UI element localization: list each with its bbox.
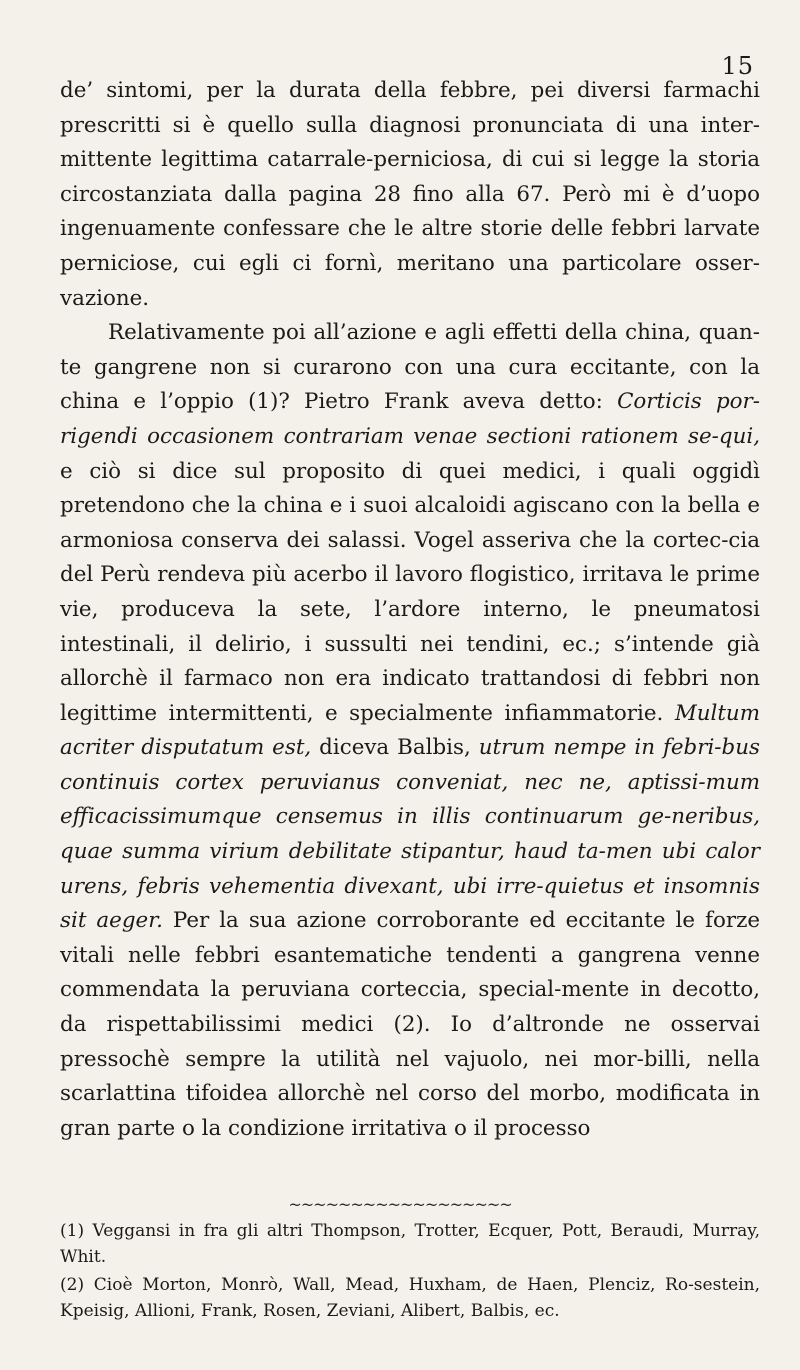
latin-quotation: utrum nempe in febri-bus continuis cortex peruvianus conveniat, nec ne, aptissi-mum efficacissimumque censemus in illis continuarum ge-neribus, quae summa virium debilitate stipantur, haud ta-men ubi calor urens, febris vehementia divexant, ubi irre-quietus et insomnis sit aeger.	[60, 735, 760, 934]
footnote-divider: ~~~~~~~~~~~~~~~~~~	[288, 1195, 512, 1214]
footnote-2: (2) Cioè Morton, Monrò, Wall, Mead, Huxham, de Haen, Plenciz, Ro-sestein, Kpeisig, Allioni, Frank, Rosen, Zeviani, Alibert, Balbis, ec.	[60, 1275, 760, 1321]
footnotes	[60, 1218, 760, 1326]
page-number: 15	[721, 52, 754, 80]
paragraph-1	[60, 74, 760, 316]
text-run: diceva Balbis,	[311, 735, 479, 761]
text-run: Relativamente poi all’azione e agli effetti della china, quan-te gangrene non si curarono con una cura eccitante, con la china e l’oppio (1)? Pietro Frank aveva detto:	[60, 320, 760, 415]
paragraph-2	[60, 316, 760, 1146]
main-text	[60, 74, 760, 1146]
latin-quotation: Corticis por-rigendi occasionem contrariam venae sectioni rationem se-qui,	[60, 389, 761, 449]
latin-quotation: Multum acriter disputatum est,	[60, 700, 760, 761]
text-run: de’ sintomi, per la durata della febbre, pei diversi farmachi prescritti si è quello sulla diagnosi pronunciata di una inter-mittente legittima catarrale-perniciosa, di cui si legge la storia circostanziata dalla pagina 28 fino alla 67. Però mi è d’uopo ingenuamente confessare che le altre storie delle febbri larvate perniciose, cui egli ci fornì, meritano una particolare osser-vazione.	[60, 78, 760, 311]
text-run: Per la sua azione corroborante ed eccitante le forze vitali nelle febbri esantematiche tendenti a gangrena venne commendata la peruviana corteccia, special-mente in decotto, da rispettabilissimi medici (2). Io d’altronde ne osservai pressochè sempre la utilità nel vajuolo, nei mor-billi, nella scarlattina tifoidea allorchè nel corso del morbo, modificata in gran parte o la condizione irritativa o il processo	[60, 908, 761, 1141]
footnote-1: (1) Veggansi in fra gli altri Thompson, Trotter, Ecquer, Pott, Beraudi, Murray, Whit.	[60, 1221, 760, 1267]
text-run: e ciò si dice sul proposito di quei medici, i quali oggidì pretendono che la china e i suoi alcaloidi agiscano con la bella e armoniosa conserva dei salassi. Vogel asseriva che la cortec-cia del Perù rendeva più acerbo il lavoro flogistico, irritava le prime vie, produceva la sete, l’ardore interno, le pneumatosi intestinali, il delirio, i sussulti nei tendini, ec.; s’intende già allorchè il farmaco non era indicato trattandosi di febbri non legittime intermittenti, e specialmente infiammatorie.	[60, 458, 760, 726]
